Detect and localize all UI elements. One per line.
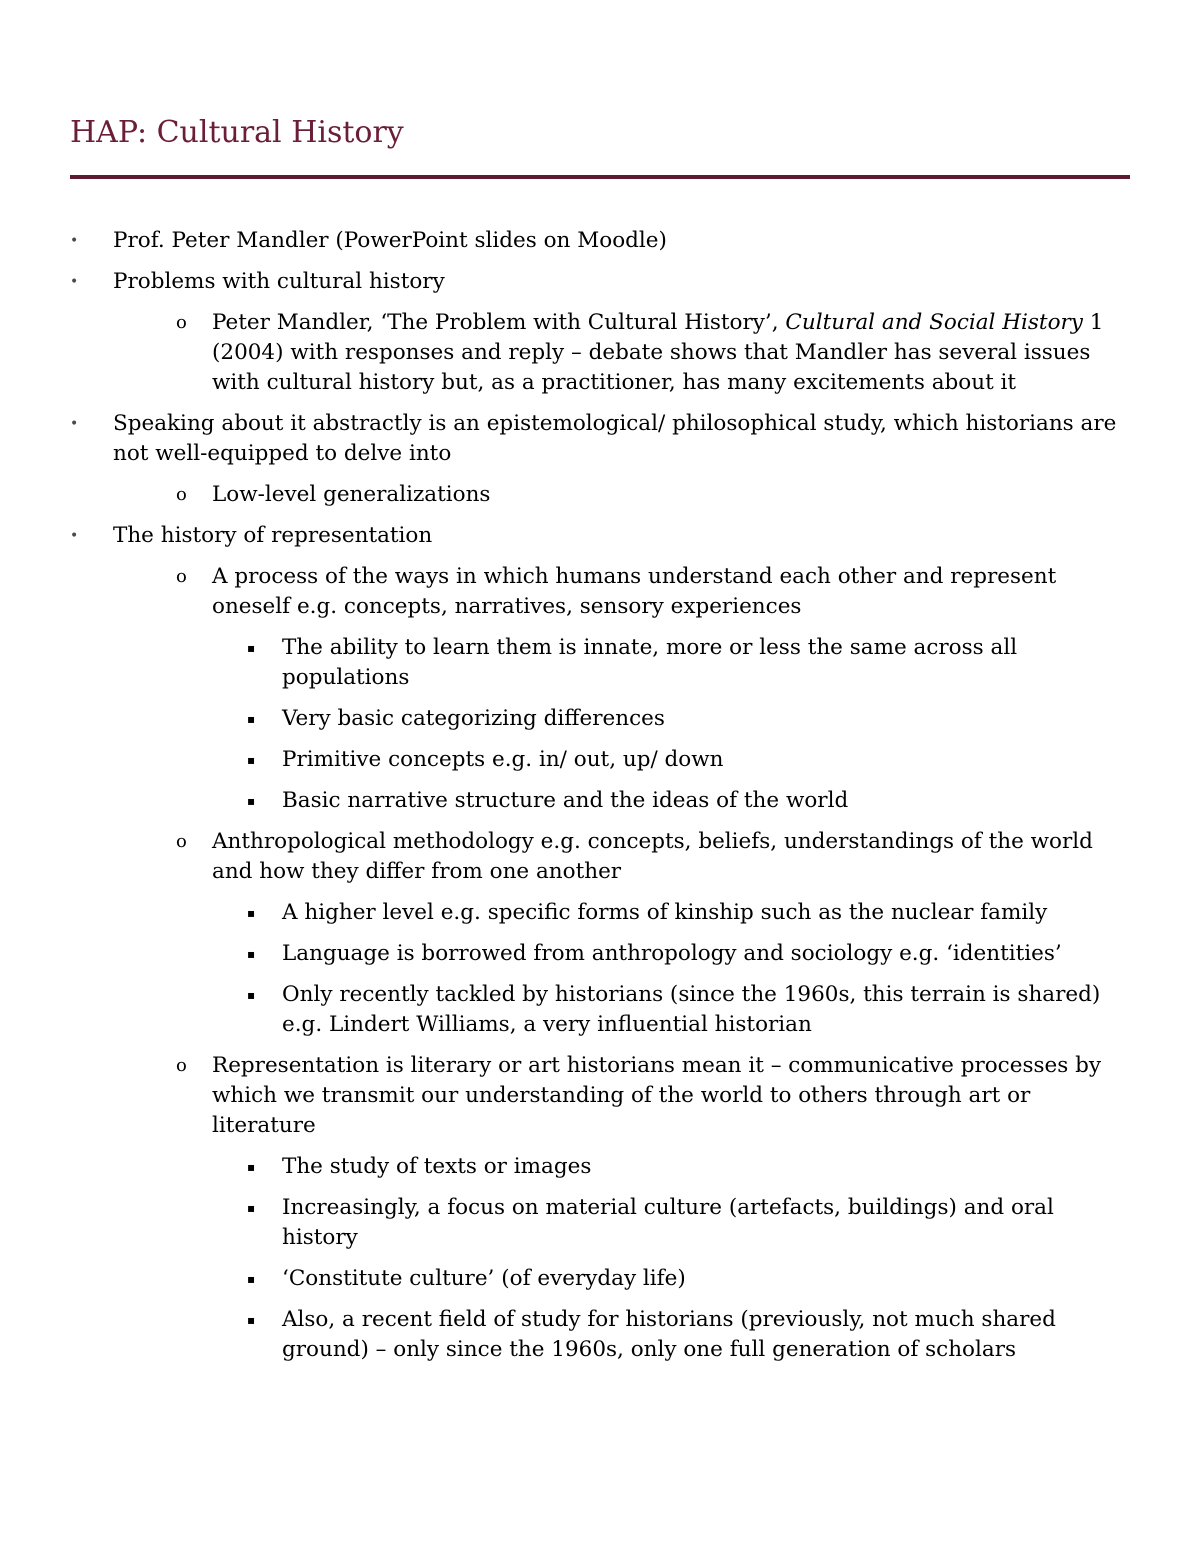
bullet-marker: • <box>70 274 79 290</box>
outline-item-text: Prof. Peter Mandler (PowerPoint slides on Moodle) <box>113 228 667 253</box>
outline-item-level-2 <box>70 562 1130 622</box>
outline-item-level-3 <box>70 745 1130 775</box>
outline-item-text: Very basic categorizing differences <box>282 706 665 731</box>
outline-item-text: Representation is literary or art historians mean it – communicative processes by which we transmit our understanding of the world to others through art or literature <box>212 1053 1102 1138</box>
outline-item-text: Problems with cultural history <box>113 269 445 294</box>
bullet-marker: o <box>176 566 187 587</box>
outline-item-text: Only recently tackled by historians (since the 1960s, this terrain is shared) e.g. Lindert Williams, a very influential historian <box>282 982 1101 1037</box>
outline-item-text: Basic narrative structure and the ideas of the world <box>282 788 849 813</box>
outline-item-level-3 <box>70 939 1130 969</box>
title-underline-rule <box>70 175 1130 179</box>
bullet-marker: ▪ <box>247 1160 256 1174</box>
outline-item-level-1 <box>70 267 1130 297</box>
outline-item-level-2 <box>70 308 1130 398</box>
outline-item-level-2 <box>70 480 1130 510</box>
outline-item-level-3 <box>70 704 1130 734</box>
outline-item-text: Primitive concepts e.g. in/ out, up/ down <box>282 747 724 772</box>
notes-outline <box>70 226 1130 1376</box>
outline-item-level-1 <box>70 409 1130 469</box>
outline-item-level-3 <box>70 898 1130 928</box>
outline-item-text: ‘Constitute culture’ (of everyday life) <box>282 1266 686 1291</box>
bullet-marker: o <box>176 831 187 852</box>
bullet-marker: ▪ <box>247 1272 256 1286</box>
outline-item-level-3 <box>70 1264 1130 1294</box>
outline-item-text: Anthropological methodology e.g. concepts, beliefs, understandings of the world and how they differ from one another <box>212 829 1093 884</box>
outline-item-text <box>212 310 1103 395</box>
outline-item-text: Speaking about it abstractly is an epistemological/ philosophical study, which historians are not well-equipped to delve into <box>113 411 1117 466</box>
bullet-marker: ▪ <box>247 794 256 808</box>
text-segment: Peter Mandler, ‘The Problem with Cultural History’, <box>212 310 786 335</box>
bullet-marker: ▪ <box>247 1201 256 1215</box>
outline-item-text: The ability to learn them is innate, more or less the same across all populations <box>282 635 1018 690</box>
outline-item-level-3 <box>70 633 1130 693</box>
outline-item-level-3 <box>70 1305 1130 1365</box>
outline-item-text: A process of the ways in which humans understand each other and represent oneself e.g. concepts, narratives, sensory experiences <box>212 564 1057 619</box>
bullet-marker: • <box>70 416 79 432</box>
outline-item-level-3 <box>70 786 1130 816</box>
bullet-marker: ▪ <box>247 712 256 726</box>
outline-item-text: Also, a recent field of study for historians (previously, not much shared ground) – only since the 1960s, only one full generation of scholars <box>282 1307 1056 1362</box>
outline-item-text: Low-level generalizations <box>212 482 491 507</box>
outline-item-level-2 <box>70 1051 1130 1141</box>
text-segment: 1 (2004) with responses and reply – debate shows that Mandler has several issues with cultural history but, as a practitioner, has many excitements about it <box>212 310 1104 395</box>
outline-item-level-3 <box>70 1152 1130 1182</box>
bullet-marker: ▪ <box>247 1313 256 1327</box>
bullet-marker: ▪ <box>247 641 256 655</box>
bullet-marker: o <box>176 1055 187 1076</box>
outline-item-text: The study of texts or images <box>282 1154 592 1179</box>
outline-item-level-1 <box>70 521 1130 551</box>
bullet-marker: ▪ <box>247 753 256 767</box>
bullet-marker: o <box>176 312 187 333</box>
bullet-marker: ▪ <box>247 947 256 961</box>
document-title: HAP: Cultural History <box>70 115 404 150</box>
italic-title-segment: Cultural and Social History <box>785 310 1083 335</box>
outline-item-text: Language is borrowed from anthropology and sociology e.g. ‘identities’ <box>282 941 1062 966</box>
bullet-marker: • <box>70 528 79 544</box>
outline-item-level-1 <box>70 226 1130 256</box>
bullet-marker: ▪ <box>247 988 256 1002</box>
outline-item-level-2 <box>70 827 1130 887</box>
bullet-marker: o <box>176 484 187 505</box>
outline-item-text: Increasingly, a focus on material culture (artefacts, buildings) and oral history <box>282 1195 1054 1250</box>
outline-item-text: A higher level e.g. specific forms of kinship such as the nuclear family <box>282 900 1048 925</box>
outline-item-level-3 <box>70 980 1130 1040</box>
outline-item-text: The history of representation <box>113 523 433 548</box>
bullet-marker: • <box>70 233 79 249</box>
bullet-marker: ▪ <box>247 906 256 920</box>
outline-item-level-3 <box>70 1193 1130 1253</box>
